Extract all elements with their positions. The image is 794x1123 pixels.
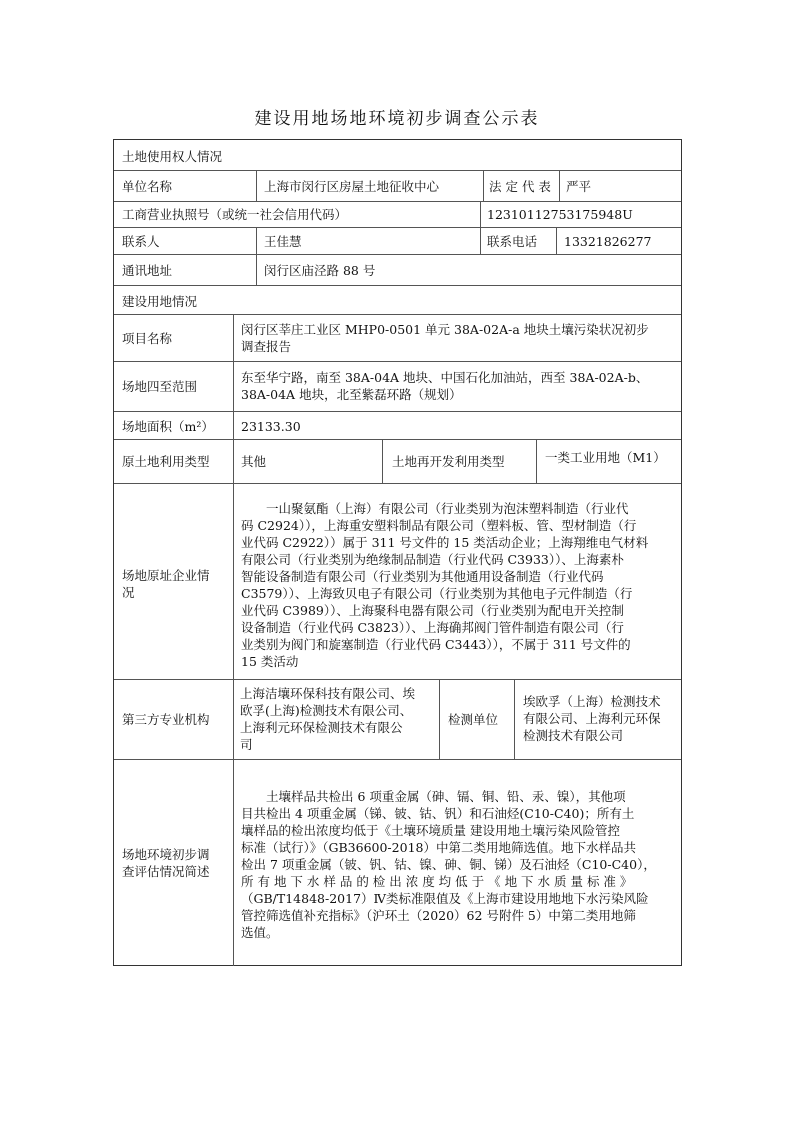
page-title: 建设用地场地环境初步调查公示表	[254, 109, 540, 129]
row-divider	[114, 201, 681, 202]
assessment-label	[122, 846, 232, 880]
col-divider	[559, 170, 560, 201]
enterprise-label-line: 场地原址企业情	[122, 568, 210, 583]
phone-label: 联系电话	[487, 234, 538, 249]
col-divider	[233, 314, 234, 966]
row-divider	[114, 314, 681, 315]
third-party-line: 上海洁壤环保科技有限公司、埃	[240, 686, 416, 701]
third-party-line: 欧孚(上海)检测技术有限公司、	[240, 703, 413, 718]
assessment-description	[241, 788, 675, 941]
col-divider	[256, 254, 257, 285]
row-divider	[114, 170, 681, 171]
third-party-label: 第三方专业机构	[122, 712, 210, 727]
enterprise-line: 15 类活动	[241, 654, 299, 669]
enterprise-line: 一山聚氨酯（上海）有限公司（行业类别为泡沫塑料制造（行业代	[266, 501, 629, 516]
boundary-line: 38A-04A 地块，北至紫磊环路（规划）	[241, 387, 462, 402]
col-divider	[556, 227, 557, 254]
owner-section-heading: 土地使用权人情况	[122, 149, 223, 164]
assessment-label-line: 场地环境初步调	[122, 847, 210, 862]
col-divider	[256, 170, 257, 201]
row-divider	[114, 361, 681, 362]
contact-value: 王佳慧	[264, 234, 302, 249]
enterprise-description	[241, 500, 675, 670]
project-name-label: 项目名称	[122, 331, 173, 346]
row-divider	[114, 759, 681, 760]
area-value: 23133.30	[241, 419, 301, 434]
col-divider	[480, 201, 481, 227]
enterprise-label	[122, 567, 232, 601]
assessment-line: 壤样品的检出浓度均低于《土壤环境质量 建设用地土壤污染风险管控	[241, 823, 620, 838]
enterprise-line: 业代码 C3989））、上海聚科电器有限公司（行业类别为配电开关控制	[241, 603, 624, 618]
address-value: 闵行区庙泾路 88 号	[264, 263, 376, 278]
license-value: 12310112753175948U	[487, 207, 633, 222]
row-divider	[114, 411, 681, 412]
unit-name-value: 上海市闵行区房屋土地征收中心	[264, 179, 440, 194]
project-name-line: 闵行区莘庄工业区 MHP0-0501 单元 38A-02A-a 地块土壤污染状况初步	[241, 322, 649, 337]
legal-rep-label: 法 定 代 表	[489, 179, 551, 194]
col-divider	[514, 679, 515, 759]
address-label: 通讯地址	[122, 263, 173, 278]
assessment-line: 标准（试行）》（GB36600-2018）中第二类用地筛选值。地下水样品共	[241, 840, 636, 855]
enterprise-line: 智能设备制造有限公司（行业类别为其他通用设备制造（行业代码	[241, 569, 604, 584]
col-divider	[439, 679, 440, 759]
original-use-value: 其他	[241, 454, 267, 469]
assessment-line: 检出 7 项重金属（铍、钒、钴、镍、砷、铜、锑）及石油烃（C10-C40），	[241, 857, 656, 872]
assessment-line: 所 有 地 下 水 样 品 的 检 出 浓 度 均 低 于 《 地 下 水 质 量 标 准 》	[241, 874, 633, 889]
enterprise-label-line: 况	[122, 585, 135, 600]
unit-name-label: 单位名称	[122, 179, 173, 194]
test-unit-value	[523, 693, 679, 744]
legal-rep-value: 严平	[566, 179, 592, 194]
col-divider	[382, 439, 383, 483]
assessment-line: （GB/T14848-2017）Ⅳ类标准限值及《上海市建设用地地下水污染风险	[241, 891, 649, 906]
row-divider	[114, 679, 681, 680]
assessment-line: 土壤样品共检出 6 项重金属（砷、镉、铜、铅、汞、镍），其他项	[266, 789, 626, 804]
test-unit-line: 检测技术有限公司	[523, 728, 624, 743]
assessment-line: 管控筛选值补充指标》（沪环土（2020）62 号附件 5）中第二类用地筛	[241, 908, 636, 923]
row-divider	[114, 227, 681, 228]
enterprise-line: 业类别为阀门和旋塞制造（行业代码 C3443）），不属于 311 号文件的	[241, 637, 631, 652]
boundary-value	[241, 369, 675, 403]
enterprise-line: C3579））、上海致贝电子有限公司（行业类别为其他电子元件制造（行	[241, 586, 633, 601]
project-name-line: 调查报告	[241, 339, 292, 354]
boundary-line: 东至华宁路，南至 38A-04A 地块、中国石化加油站，西至 38A-02A-b、	[241, 370, 649, 385]
third-party-line: 司	[240, 737, 253, 752]
license-label: 工商营业执照号（或统一社会信用代码）	[122, 207, 348, 222]
col-divider	[483, 170, 484, 201]
assessment-label-line: 查评估情况简述	[122, 864, 210, 879]
col-divider	[256, 227, 257, 254]
project-name-value	[241, 321, 675, 355]
row-divider	[114, 483, 681, 484]
row-divider	[114, 254, 681, 255]
redevelopment-value: 一类工业用地（M1）	[545, 450, 666, 465]
row-divider	[114, 439, 681, 440]
disclosure-table	[113, 139, 682, 966]
phone-value: 13321826277	[564, 234, 652, 249]
enterprise-line: 有限公司（行业类别为绝缘制品制造（行业代码 C3933））、上海素朴	[241, 552, 624, 567]
test-unit-line: 有限公司、上海利元环保	[523, 711, 661, 726]
row-divider	[114, 285, 681, 286]
test-unit-label: 检测单位	[448, 712, 499, 727]
enterprise-line: 业代码 C2922））属于 311 号文件的 15 类活动企业；上海翔维电气材料	[241, 535, 649, 550]
third-party-line: 上海利元环保检测技术有限公	[240, 720, 403, 735]
contact-label: 联系人	[122, 234, 160, 249]
enterprise-line: 码 C2924）），上海重安塑料制品有限公司（塑料板、管、型材制造（行	[241, 518, 637, 533]
original-use-label: 原土地利用类型	[122, 454, 210, 469]
site-section-heading: 建设用地情况	[122, 294, 198, 309]
area-label: 场地面积（m²）	[122, 419, 214, 434]
boundary-label: 场地四至范围	[122, 379, 198, 394]
col-divider	[480, 227, 481, 254]
assessment-line: 选值。	[241, 925, 279, 940]
col-divider	[536, 439, 537, 483]
enterprise-line: 设备制造（行业代码 C3823））、上海确邦阀门管件制造有限公司（行	[241, 620, 624, 635]
test-unit-line: 埃欧孚（上海）检测技术	[523, 694, 661, 709]
assessment-line: 目共检出 4 项重金属（锑、铍、钴、钒）和石油烃(C10-C40)；所有土	[241, 806, 635, 821]
redevelopment-label: 土地再开发利用类型	[392, 454, 505, 469]
third-party-value	[240, 685, 436, 753]
